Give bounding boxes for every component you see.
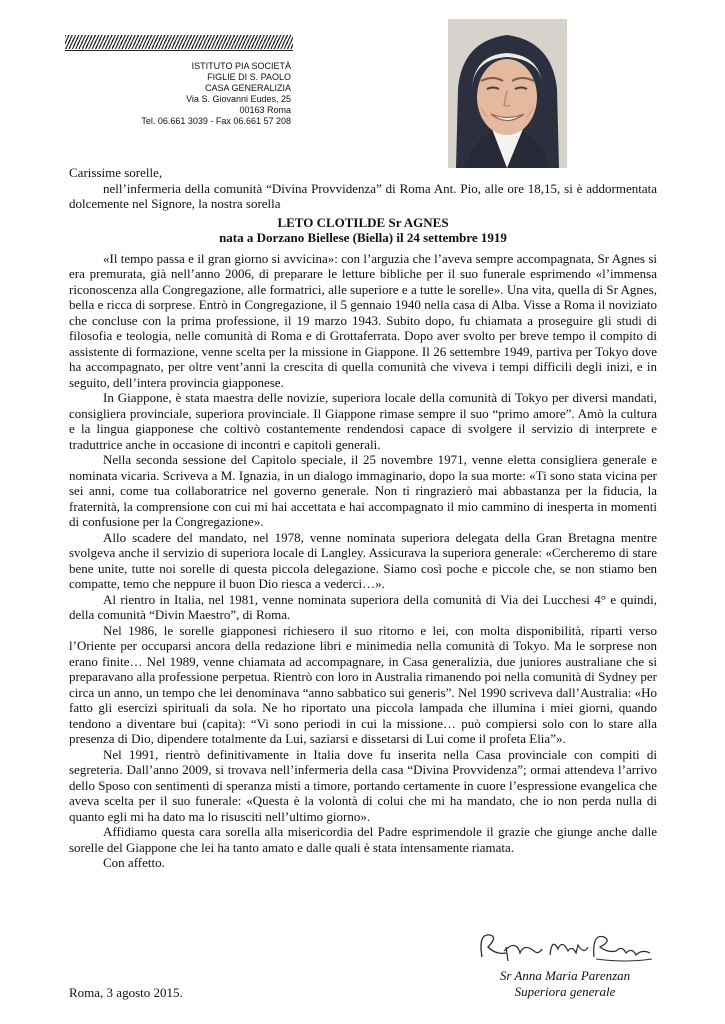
letter-body [69,165,657,871]
body-paragraph: Nella seconda sessione del Capitolo speciale, il 25 novembre 1971, venne eletta consigliera generale e nominata vicaria. Scriveva a M. Ignazia, in un dialogo immaginario, dopo la sua morte: «Ti sono stata vicina per sei anni, come tua collaboratrice nel governo generale. Non ti ringrazierò mai abbastanza per la fiducia, la fraternità, la comprensione con cui mi hai accettata e hai accompagnato il mio cammino di inesperta in momenti di confusione per la Congregazione». [69,452,657,529]
body-paragraph: In Giappone, è stata maestra delle novizie, superiora locale della comunità di Tokyo per diversi mandati, consigliera provinciale, superiora provinciale. Il Giappone rimase sempre il suo “primo amore”. Amò la cultura e la lingua giapponese che coltivò costantemente rendendosi capace di svolgere il servizio di interprete e traduttrice anche in occasione di incontri e capitoli generali. [69,390,657,452]
institute-name: ISTITUTO PIA SOCIETÀ [191,61,291,71]
body-paragraph: Allo scadere del mandato, nel 1978, venne nominata superiora delegata della Gran Bretagna mentre svolgeva anche il servizio di superiora locale di Langley. Assicurava la superiora generale: «Cercheremo di stare bene unite, tutte noi sorelle di questa piccola delegazione. Siamo così poche e piccole che, se non stiamo ben compatte, temo che neppure il buon Dio riesca a vederci…». [69,529,657,591]
phone-fax: Tel. 06.661 3039 - Fax 06.661 57 208 [141,116,291,126]
signer-block [490,968,640,1000]
postal-city: 00163 Roma [239,105,291,115]
signer-name: Sr Anna Maria Parenzan [499,968,631,983]
body-paragraph: Nel 1991, rientrò definitivamente in Italia dove fu inserita nella Casa provinciale con compiti di segreteria. Dall’anno 2009, si trovava nell’infermeria della casa “Divina Provvidenza”; ormai attendeva l’arrivo dello Sposo con sentimenti di speranza misti a timore, portando certamente in cuore l’espressione evangelica che aveva scelta per il suo funerale: «Questa è la volontà di colui che mi ha mandato, che io non perda nulla di quanto egli mi ha dato ma lo risusciti nell’ultimo giorno». [69,746,657,824]
institute-subname: FIGLIE DI S. PAOLO [207,72,291,82]
salutation: Carissime sorelle, [69,165,163,180]
place-and-date: Roma, 3 agosto 2015. [69,985,183,1000]
signature-scribble [476,925,656,967]
letterhead-address [65,61,293,127]
body-paragraph: Al rientro in Italia, nel 1981, venne nominata superiora della comunità di Via dei Lucchesi 4° e quindi, della comunità “Divin Maestro”, di Roma. [69,591,657,622]
deceased-name: LETO CLOTILDE Sr AGNES [277,214,449,230]
house-name: CASA GENERALIZIA [204,83,291,93]
letterhead-rule [65,50,293,51]
closing-line: Con affetto. [103,855,165,870]
body-paragraph: Affidiamo questa cara sorella alla misericordia del Padre esprimendole il grazie che giunge anche dalle sorelle del Giappone che lei ha tanto amato e dalle quali è stata intensamente riamata. [69,824,657,855]
body-paragraph: Nel 1986, le sorelle giapponesi richiesero il suo ritorno e lei, con molta disponibilità, ripartì verso l’Oriente per occuparsi ancora della redazione libri e minimedia nella comunità di Tokyo. Ma le sorprese non erano finite… Nel 1989, venne chiamata ad accompagnare, in Casa generalizia, due juniores australiane che si preparavano alla professione perpetua. Rientrò con loro in Australia rimanendo poi nella comunità di Sydney per circa un anno, un tempo che lei denominava “anno sabbatico sui generis”. Nel 1990 scriveva dall’Australia: «Ho fatto gli esercizi spirituali da sola. Ne ho riportato una piccola lampada che illumina i miei giorni, quando tendono a diventare bui (capita): “Vi sono periodi in cui la missione… può compiersi solo con lo stare alla presenza di Dio, dipendere totalmente da Lui, saziarsi e dissetarsi di Lui come il profeta Elia”». [69,622,657,746]
body-paragraph: «Il tempo passa e il gran giorno si avvicina»: con l’arguzia che l’aveva sempre accompagnata, Sr Agnes si era premurata, già nell’anno 2006, di preparare le letture bibliche per il suo funerale esprimendo «l’immensa riconoscenza alla Congregazione, alle formatrici, alle superiore e a tutte le sorelle». Una vita, quella di Sr Agnes, bella e ricca di sorprese. Entrò in Congregazione, il 5 gennaio 1940 nella casa di Alba. Visse a Roma il noviziato che concluse con la prima professione, il 19 marzo 1943. Subito dopo, fu chiamata a proseguire gli studi di filosofia e teologia, nelle comunità di Roma e di Grottaferrata. Dopo aver svolto per breve tempo il compito di assistente di formazione, venne scelta per la missione in Giappone. Il 26 settembre 1949, partiva per Tokyo dove ha accompagnato, per oltre vent’anni la crescita di quella comunità che viveva i tempi difficili degli inizi, e in seguito, dell’intera provincia giapponese. [69,250,657,390]
portrait-photo [448,19,567,168]
portrait-illustration [448,19,567,168]
deceased-heading [69,215,657,246]
signer-title: Superiora generale [514,984,616,999]
handwritten-signature [476,925,656,967]
letterhead-hatch-bar [65,35,293,49]
birth-line: nata a Dorzano Biellese (Biella) il 24 settembre 1919 [219,230,507,245]
letterhead [65,35,293,127]
street-address: Via S. Giovanni Eudes, 25 [186,94,291,104]
intro-paragraph: nell’infermeria della comunità “Divina Provvidenza” di Roma Ant. Pio, alle ore 18,15, si è addormentata dolcemente nel Signore, la nostra sorella [69,180,657,211]
